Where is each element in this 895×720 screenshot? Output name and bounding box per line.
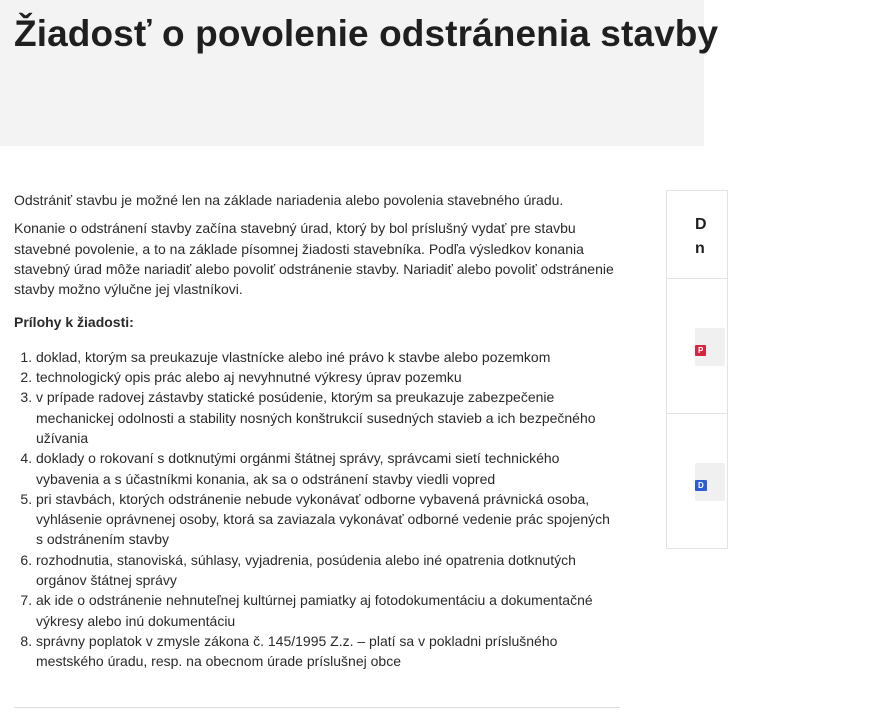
doc-file-icon[interactable] [695,463,725,501]
pdf-file-icon[interactable] [695,328,725,366]
list-item: 5. pri stavbách, ktorých odstránenie nebude vykonávať odborne vybavená právnická osoba, vyhlásenie oprávnenej osoby, ktorá sa zaviazala vykonávať odborné vedenie prác spojených s odstránením stavby [36,489,620,550]
list-item: 6. rozhodnutia, stanoviská, súhlasy, vyjadrenia, posúdenia alebo iné opatrenia dotknutých orgánov štátnej správy [36,550,620,591]
list-item: 2. technologický opis prác alebo aj nevyhnutné výkresy úprav pozemku [36,367,620,387]
card-divider [667,413,727,414]
list-item: 7. ak ide o odstránenie nehnuteľnej kultúrnej pamiatky aj fotodokumentáciu a dokumentačné výkresy alebo inú dokumentáciu [36,590,620,631]
list-item: 1. doklad, ktorým sa preukazuje vlastnícke alebo iné právo k stavbe alebo pozemkom [36,347,620,367]
documents-card [666,190,728,549]
pdf-badge: P [695,345,706,356]
card-title-line: D [695,216,707,233]
page-header [0,0,719,146]
card-title-line: n [695,240,705,257]
attachments-heading: Prílohy k žiadosti: [14,314,134,331]
card-divider [667,278,727,279]
list-item: 3. v prípade radovej zástavby statické posúdenie, ktorým sa preukazuje zabezpečenie mechanickej odolnosti a stability nosných konštrukcií susedných stavieb a ich bezpečného užívania [36,387,620,448]
doc-badge: D [695,480,707,491]
main-content [14,190,620,672]
documents-card-title [695,213,895,261]
page-title: Žiadosť o povolenie odstránenia stavby [14,13,719,54]
list-item: 8. správny poplatok v zmysle zákona č. 145/1995 Z.z. – platí sa v pokladni príslušného mestského úradu, resp. na obecnom úrade príslušnej obce [36,631,620,672]
list-item: 4. doklady o rokovaní s dotknutými orgánmi štátnej správy, správcami sietí technického vybavenia a s účastníkmi konania, ak sa o odstránení stavby viedli vopred [36,448,620,489]
attachments-list [14,347,620,672]
procedure-text: Konanie o odstránení stavby začína stavebný úrad, ktorý by bol príslušný vydať pre stavbu stavebné povolenie, a to na základe písomnej žiadosti stavebníka. Podľa výsledkov konania stavebný úrad môže nariadiť alebo povoliť odstránenie stavby. Nariadiť alebo povoliť odstránenie stavby možno výlučne jej vlastníkovi. [14,220,614,298]
intro-text: Odstrániť stavbu je možné len na základe nariadenia alebo povolenia stavebného úradu. [14,192,564,208]
content-divider [14,707,620,708]
